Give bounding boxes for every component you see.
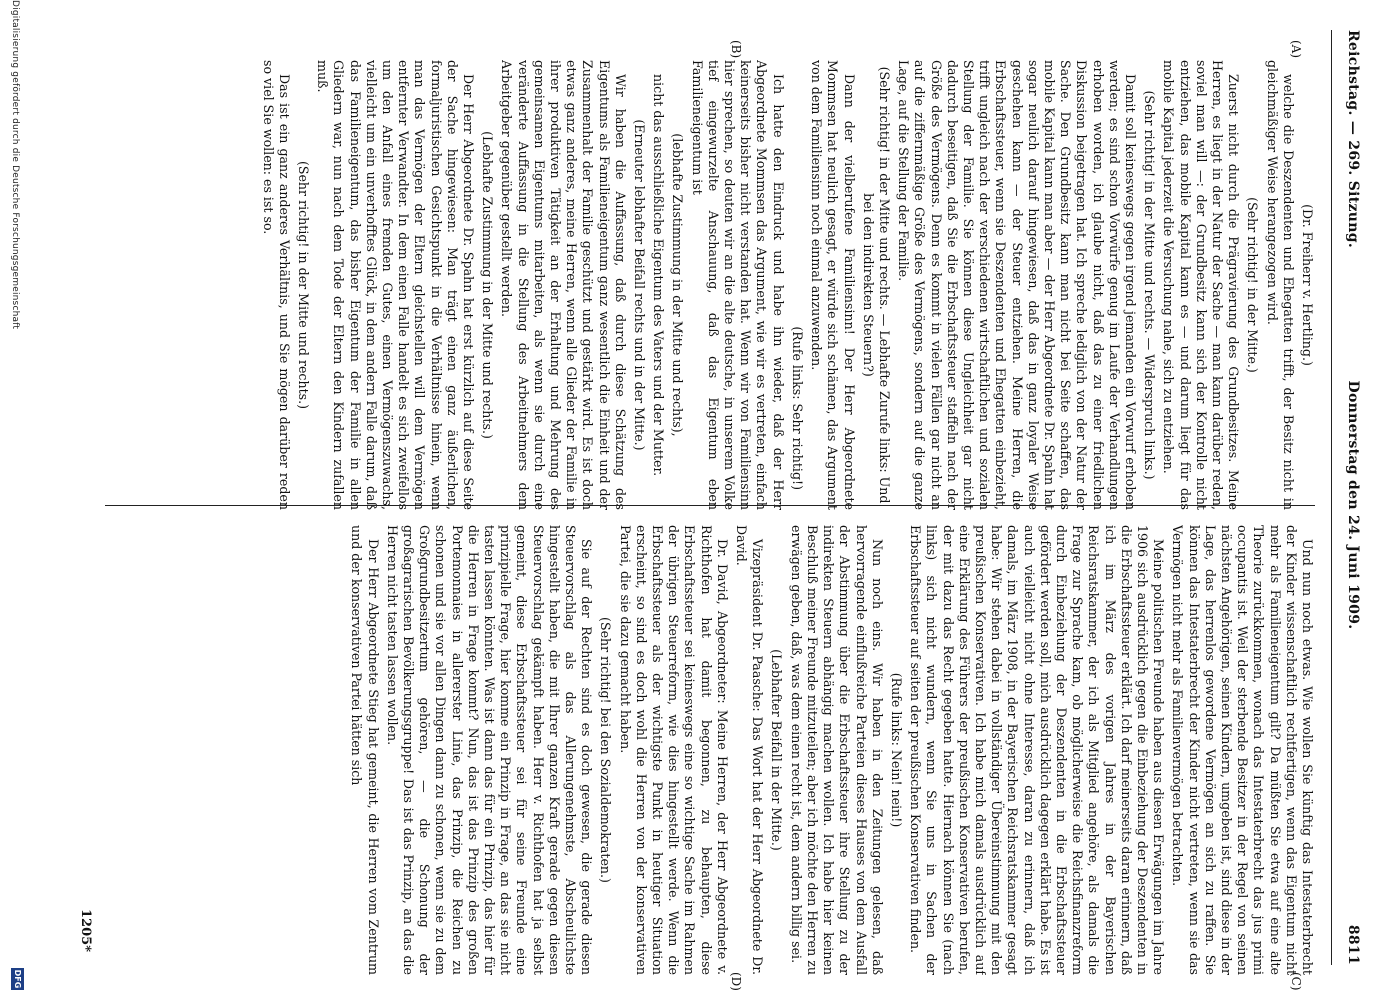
header-session: Reichstag. — 269. Sitzung. (1345, 30, 1361, 249)
paragraph: (Sehr richtig! bei den Sozialdemokraten.) (598, 617, 614, 883)
paragraph: Meine politischen Freunde haben aus diesen Erwägungen im Jahre 1906 sich ausdrücklich gegen die Einbeziehung der Deszendenten in die Erbschaftssteuer erklärt. Ich darf meinerseits daran erinnern, daß ich im März des vorigen Jahres in der Bayerischen Reichsratskammer, der ich als Mitglied angehöre, als damals die Frage zur Sprache kam, ob möglicherweise die Reichsfinanzreform durch Einbeziehung der Deszendenten in die Erbschaftssteuer gefördert werden soll, mich ausdrücklich dagegen erklärt habe. Es ist auch vielleicht nicht ohne Interesse, daran zu erinnern, daß ich damals, im März 1908, in der Bayerischen Reichsratskammer gesagt habe: Wir stehen dabei in vollständiger Übereinstimmung mit den preußischen Konservativen. Ich habe mich damals ausdrücklich auf eine Erklärung des Führers der preußischen Konservativen berufen, der mit dazu das Recht gegeben hatte. Hiernach können Sie (nach links) sich nicht wundern, wenn Sie uns in Sachen der Erbschaftssteuer auf seiten der preußischen Konservativen finden. (908, 525, 1167, 975)
digitization-credit: Digitalisierung gefördert durch die Deutsche Forschungsgemeinschaft (10, 0, 20, 330)
paragraph: (Erneuter lebhafter Beifall rechts und in der Mitte.) (632, 119, 648, 451)
paragraph: (Sehr richtig! in der Mitte und rechts. — Lebhafte Zurufe links: Und bei den indirekten Steuern?) (860, 66, 892, 504)
right-column (110, 525, 1315, 975)
header-page-number: 8811 (1345, 924, 1361, 965)
paragraph: nicht das ausschließliche Eigentum des Vaters und der Mutter. (651, 74, 667, 477)
paragraph: Das ist ein ganz anderes Verhältnis, und Sie mögen darüber reden so viel Sie wollen: es ist so. (260, 60, 292, 510)
paragraph: Der Herr Abgeordnete Stieg hat gemeint, die Herren vom Zentrum und der konservativen Partei hätten sich (349, 525, 381, 975)
paragraph: (Rufe links: Nein! nein!) (888, 672, 904, 828)
paragraph: (Sehr richtig! in der Mitte und rechts. — Widerspruch links.) (1142, 90, 1158, 480)
paragraph: Der Herr Abgeordnete Dr. Spahn hat erst kürzlich auf diese Seite der Sache hingewiesen: Man trägt einen ganz äußerlichen, formaljuristischen Gesichtspunkt in die Verhältnisse hinein, wenn man das Vermögen der Eltern gleichstellen will dem Vermögen entfernter Verwandter. In dem einen Falle handelt es sich zweifellos um den Anfall eines fremden Gutes, einen Vermögenszuwachs, vielleicht um ein unverhofftes Glück, in dem andern Falle darum, daß das Familieneigentum, das bisher Eigentum der Familie in allen Gliedern war, nun nach dem Tode der Eltern den Kindern zufallen muß. (315, 60, 477, 510)
paragraph: Sie auf der Rechten sind es doch gewesen, die gerade diesen Steuervorschlag als das Allerungenehmste, Abscheulichste hingestellt haben, die mit Ihrer ganzen Kraft gerade gegen diesen Steuervorschlag gekämpft haben. Herr v. Richthofen hat ja selbst gemeint, diese Erbschaftssteuer sei für seine Freunde eine prinzipielle Frage, hier komme ein Prinzip in Frage, an das sie nicht tasten lassen könnten. Was ist dann das für ein Prinzip, das hier für die Herren in Frage kommt? Nun, das ist das Prinzip des großen Portemonnaies in allererster Linie, das Prinzip, die Reichen zu schonen und sie vor allen Dingen dann zu schonen, wenn sie zu dem Großgrundbesitzertum gehören, — die Schonung der großagrarischen Bevölkerungsgruppe! Das ist das Prinzip, an das die Herren nicht tasten lassen wollen. (384, 525, 595, 975)
margin-label-a: (A) (1289, 40, 1303, 59)
paragraph: (Lebhafter Beifall in der Mitte.) (769, 649, 785, 851)
paragraph: Vizepräsident Dr. Paasche: Das Wort hat der Herr Abgeordnete Dr. David. (734, 525, 766, 975)
margin-label-d: (D) (729, 972, 743, 991)
paragraph: Dann der vielberufene Familiensinn! Der Herr Abgeordnete Mommsen hat neulich gesagt, er würde sich schämen, das Argument von dem Familiensinn noch einmal anzuwenden. (809, 60, 857, 510)
left-column (110, 60, 1315, 510)
paragraph: Ich hatte den Eindruck und habe ihn wieder, daß der Herr Abgeordnete Mommsen das Argument, wie wir es vertreten, einfach keinerseits bisher nicht verstanden hat. Wenn wir von Familiensinn hier sprechen, so deuten wir an die alte deutsche, in unserem Volke tief eingewurzelte Anschauung, daß das Eigentum eben Familieneigentum ist (689, 60, 786, 510)
paragraph: Damit soll keineswegs gegen irgend jemanden ein Vorwurf erhoben werden; es sind schon Vorwürfe genug im Laufe der Verhandlungen erhoben worden, ich glaube nicht, daß das zu einer friedlichen Diskussion beigetragen hat. Ich spreche lediglich von der Natur der Sache. Den Grundbesitz kann man nicht bei Seite schaffen, das mobile Kapital kann man aber — der Herr Abgeordnete Dr. Spahn hat sogar neulich darauf hingewiesen, daß das in ganz loyaler Weise geschehen kann — der Steuer entziehen. Meine Herren, die Erbschaftssteuer, wenn sie Deszendenten und Ehegatten einbezieht, trifft ungleich nach der verschiedenen wirtschaftlichen und sozialen Stellung der Familie. Sie können diese Ungleichheit gar nicht dadurch beseitigen, daß Sie die Erbschaftssteuer staffeln nach der Größe des Vermögens. Denn es kommt in vielen Fällen gar nicht an auf die ziffernmäßige Größe des Vermögens, sondern auf die ganze Lage, auf die Stellung der Familie. (896, 60, 1138, 510)
paragraph: (Sehr richtig! in der Mitte.) (1245, 197, 1261, 373)
header-rule (1331, 30, 1332, 965)
margin-label-c: (C) (1289, 972, 1303, 991)
paragraph: Wir haben die Auffassung, daß durch diese Schätzung des Eigentums als Familieneigentum ganz wesentlich die Einheit und der Zusammenhalt der Familie geschützt und gestärkt wird. Es ist doch etwas ganz anderes, meine Herren, wenn alle Glieder der Familie in ihrer produktiven Tätigkeit an der Erhaltung und Mehrung des gemeinsamen Eigentums mitarbeiten, als wenn sie durch eine veränderte Auffassung in die Stellung des Arbeitnehmers dem Arbeitgeber gegenüber gestellt werden. (499, 60, 628, 510)
paragraph: (lebhafte Zustimmung in der Mitte und rechts), (670, 133, 686, 437)
paragraph: Dr. David, Abgeordneter: Meine Herren, der Herr Abgeordnete v. Richthofen hat damit begonnen, zu behaupten, diese Erbschaftssteuer sei keineswegs eine so wichtige Sache im Rahmen der übrigen Steuerreform, wie dies hingestellt werde. Wenn die Erbschaftssteuer als der wichtigste Punkt in heutiger Situation erscheint, so sind es doch wohl die Herren von der konservativen Partei, die sie dazu gemacht haben. (617, 525, 730, 975)
page-header (1325, 30, 1365, 965)
paragraph: welche die Deszendenten und Ehegatten trifft, der Besitz nicht in gleichmäßiger Weise herangezogen wird. (1264, 60, 1296, 510)
margin-label-b: (B) (729, 40, 743, 59)
paragraph: (Dr. Freiherr v. Hertling.) (1300, 204, 1315, 366)
signature-mark: 1205* (78, 909, 93, 952)
paragraph: (Rufe links: Sehr richtig!) (789, 326, 805, 490)
paragraph: Und nun noch etwas. Wie wollen Sie künftig das Intestaterbrecht der Kinder wissenschaftlich rechtfertigen, wenn das Eigentum nicht mehr als Familieneigentum gilt? Da müßten Sie etwa auf eine alte Theorie zurückkommen, wonach das Intestaterbrecht das jus primi occupantis ist. Weil der sterbende Besitzer in der Regel von seinen nächsten Angehörigen, seinen Kindern, umgeben ist, sind diese in der Lage, das herrenlos gewordene Vermögen an sich zu raffen. Sie können das Intestaterbrecht der Kinder nicht vertreten, wenn sie das Vermögen nicht mehr als Familienvermögen betrachten. (1170, 525, 1315, 975)
header-date: Donnerstag den 24. Juni 1909. (1345, 380, 1361, 630)
paragraph: Nun noch eins. Wir haben in den Zeitungen gelesen, daß hervorragende einflußreiche Parteien dieses Hauses von dem Ausfall der Abstimmung über die Erbschaftssteuer ihre Stellung zu der indirekten Steuern abhängig machen wollen. Ich habe hier keinen Beschluß meiner Freunde mitzuteilen; aber ich möchte den Herren zu erwägen geben, daß, was dem einen recht ist, dem andern billig sei. (788, 525, 885, 975)
paragraph: (Lebhafte Zustimmung in der Mitte und rechts.) (480, 131, 496, 439)
dfg-logo: DFG (13, 969, 22, 989)
column-divider (105, 505, 1315, 506)
paragraph: Zuerst nicht durch die Prägravierung des Grundbesitzes. Meine Herren, es liegt in der Natur der Sache — man kann darüber reden, soviel man will —: der Grundbesitz kann sich der Kontrolle nicht entziehen, das mobile Kapital kann es — und darum liegt für das mobile Kapital jederzeit die Versuchung nahe, sich zu entziehen. (1161, 60, 1242, 510)
paragraph: (Sehr richtig! in der Mitte und rechts.) (296, 160, 312, 410)
